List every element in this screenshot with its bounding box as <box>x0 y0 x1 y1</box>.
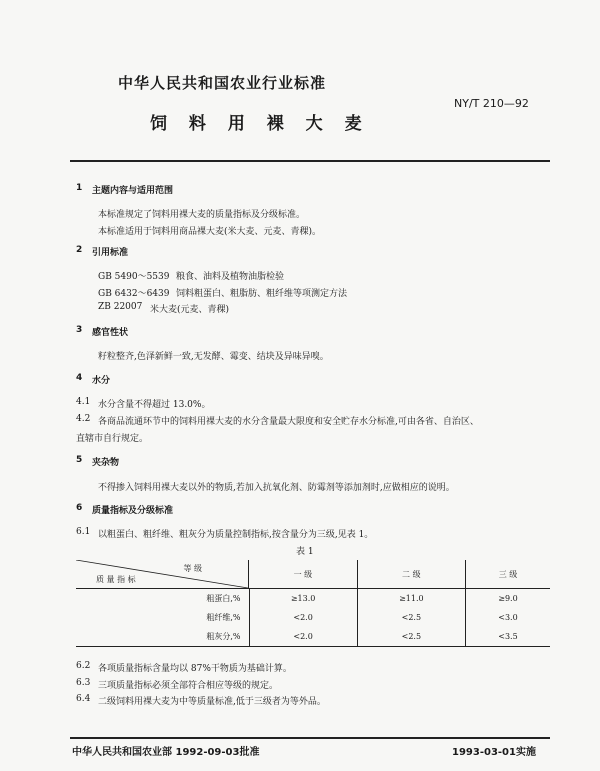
clause-6-1-number: 6.1 <box>76 527 91 537</box>
section-1-para-1: 本标准规定了饲料用裸大麦的质量指标及分级标准。 <box>98 210 306 220</box>
section-3-para-1: 籽粒整齐,色泽新鲜一致,无发酵、霉变、结块及异味异嗅。 <box>98 352 329 362</box>
clause-4-1-number: 4.1 <box>76 397 91 407</box>
grade-header-3: 三 级 <box>465 560 550 589</box>
clause-6-3-number: 6.3 <box>76 678 91 688</box>
effective-date: 1993-03-01实施 <box>452 747 536 758</box>
row-label-crude-ash: 粗灰分,% <box>76 627 249 647</box>
table-cell: <2.0 <box>249 608 357 627</box>
table-row <box>76 608 550 627</box>
clause-4-2-text: 各商品流通环节中的饲料用裸大麦的水分含量最大限度和安全贮存水分标准,可由各省、自治区、 <box>98 417 479 427</box>
approval-date: 中华人民共和国农业部 1992-09-03批准 <box>72 747 260 758</box>
table-cell: <2.5 <box>357 627 465 647</box>
ref-code-2: GB 6432～6439 <box>98 289 170 299</box>
clause-4-2-number: 4.2 <box>76 414 91 424</box>
row-label-crude-fiber: 粗纤维,% <box>76 608 249 627</box>
quality-grade-table <box>76 560 550 647</box>
grade-header-2: 二 级 <box>357 560 465 589</box>
section-6-number: 6 <box>76 503 83 513</box>
section-1-number: 1 <box>76 183 83 193</box>
clause-6-1-text: 以粗蛋白、粗纤维、粗灰分为质量控制指标,按含量分为三级,见表 1。 <box>98 530 374 540</box>
section-1-para-2: 本标准适用于饲料用商品裸大麦(米大麦、元麦、青稞)。 <box>98 227 322 237</box>
section-2-number: 2 <box>76 245 83 255</box>
table-row <box>76 589 550 609</box>
clause-6-4-number: 6.4 <box>76 694 91 704</box>
section-2-title: 引用标准 <box>92 248 129 258</box>
clause-6-4-text: 二级饲料用裸大麦为中等质量标准,低于三级者为等外品。 <box>98 697 326 707</box>
table-cell: ≥13.0 <box>249 589 357 609</box>
section-5-title: 夹杂物 <box>92 458 120 468</box>
table-caption: 表 1 <box>296 547 314 557</box>
section-4-title: 水分 <box>92 376 111 386</box>
table-cell: <3.5 <box>465 627 550 647</box>
ref-desc-3: 米大麦(元麦、青稞) <box>150 305 230 315</box>
org-title: 中华人民共和国农业行业标准 <box>118 74 327 92</box>
ref-desc-2: 饲料粗蛋白、粗脂肪、粗纤维等项测定方法 <box>176 289 348 299</box>
table-row <box>76 627 550 647</box>
ref-code-1: GB 5490～5539 <box>98 272 170 282</box>
row-label-crude-protein: 粗蛋白,% <box>76 589 249 609</box>
clause-4-2-continued: 直辖市自行规定。 <box>76 434 149 444</box>
clause-4-1-text: 水分含量不得超过 13.0%。 <box>98 400 211 410</box>
table-corner-cell <box>76 560 249 589</box>
section-5-para-1: 不得掺入饲料用裸大麦以外的物质,若加入抗氧化剂、防霉剂等添加剂时,应做相应的说明。 <box>98 483 455 493</box>
section-5-number: 5 <box>76 455 83 465</box>
section-3-title: 感官性状 <box>92 328 129 338</box>
section-1-title: 主题内容与适用范围 <box>92 186 174 196</box>
table-cell: ≥9.0 <box>498 594 518 603</box>
clause-6-2-number: 6.2 <box>76 661 91 671</box>
header-rule <box>70 160 550 162</box>
section-6-title: 质量指标及分级标准 <box>92 506 174 516</box>
ref-desc-1: 粮食、油料及植物油脂检验 <box>176 272 285 282</box>
table-cell: <3.0 <box>498 613 518 622</box>
section-3-number: 3 <box>76 325 83 335</box>
table-cell: <2.5 <box>357 608 465 627</box>
table-cell: ≥11.0 <box>357 589 465 609</box>
grade-header-1: 一 级 <box>249 560 357 589</box>
document-title: 饲 料 用 裸 大 麦 <box>150 114 370 134</box>
clause-6-2-text: 各项质量指标含量均以 87%干物质为基础计算。 <box>98 664 292 674</box>
table-header-row <box>76 560 550 589</box>
corner-index-label: 质 量 指 标 <box>96 575 136 584</box>
footer-rule <box>70 737 550 739</box>
section-4-number: 4 <box>76 373 83 383</box>
corner-grade-label: 等 级 <box>183 564 202 573</box>
clause-6-3-text: 三项质量指标必须全部符合相应等级的规定。 <box>98 681 279 691</box>
ref-code-3: ZB 22007 <box>98 302 143 312</box>
standard-number: NY/T 210—92 <box>454 97 529 110</box>
table-cell: <2.0 <box>249 627 357 647</box>
